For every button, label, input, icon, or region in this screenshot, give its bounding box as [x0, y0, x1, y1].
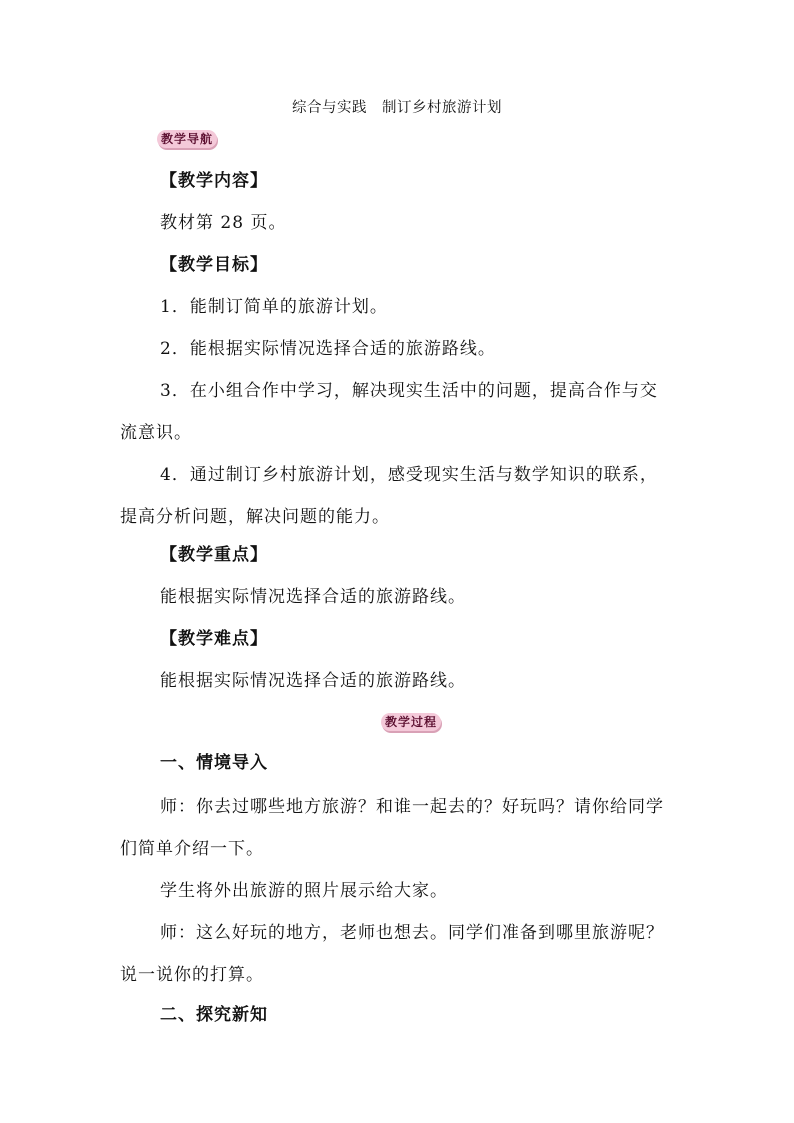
section-1-heading: 一、情境导入 [160, 753, 268, 773]
section-1-line: 师：你去过哪些地方旅游？和谁一起去的？好玩吗？请你给同学 [160, 797, 664, 817]
teaching-process-badge: 教学过程 [381, 713, 441, 731]
teaching-nav-badge: 教学导航 [157, 130, 217, 148]
section-1-line: 学生将外出旅游的照片展示给大家。 [160, 881, 448, 901]
difficulty-heading: 【教学难点】 [160, 629, 268, 649]
key-point-heading: 【教学重点】 [160, 545, 268, 565]
objective-item-continued: 提高分析问题，解决问题的能力。 [120, 507, 390, 527]
objectives-heading: 【教学目标】 [160, 255, 268, 275]
content-heading: 【教学内容】 [160, 171, 268, 191]
objective-item: 4．通过制订乡村旅游计划，感受现实生活与数学知识的联系， [160, 465, 658, 485]
key-point-text: 能根据实际情况选择合适的旅游路线。 [160, 587, 466, 607]
objective-item: 3．在小组合作中学习，解决现实生活中的问题，提高合作与交 [160, 381, 658, 401]
objective-item-continued: 流意识。 [120, 423, 192, 443]
section-2-heading: 二、探究新知 [160, 1005, 268, 1025]
difficulty-text: 能根据实际情况选择合适的旅游路线。 [160, 671, 466, 691]
objective-item: 1．能制订简单的旅游计划。 [160, 297, 388, 317]
page-title: 综合与实践 制订乡村旅游计划 [292, 100, 502, 116]
content-text: 教材第 28 页。 [160, 213, 287, 233]
section-1-line: 师：这么好玩的地方，老师也想去。同学们准备到哪里旅游呢？ [160, 923, 664, 943]
section-1-line-continued: 说一说你的打算。 [120, 965, 264, 985]
objective-item: 2．能根据实际情况选择合适的旅游路线。 [160, 339, 496, 359]
section-1-line-continued: 们简单介绍一下。 [120, 839, 264, 859]
